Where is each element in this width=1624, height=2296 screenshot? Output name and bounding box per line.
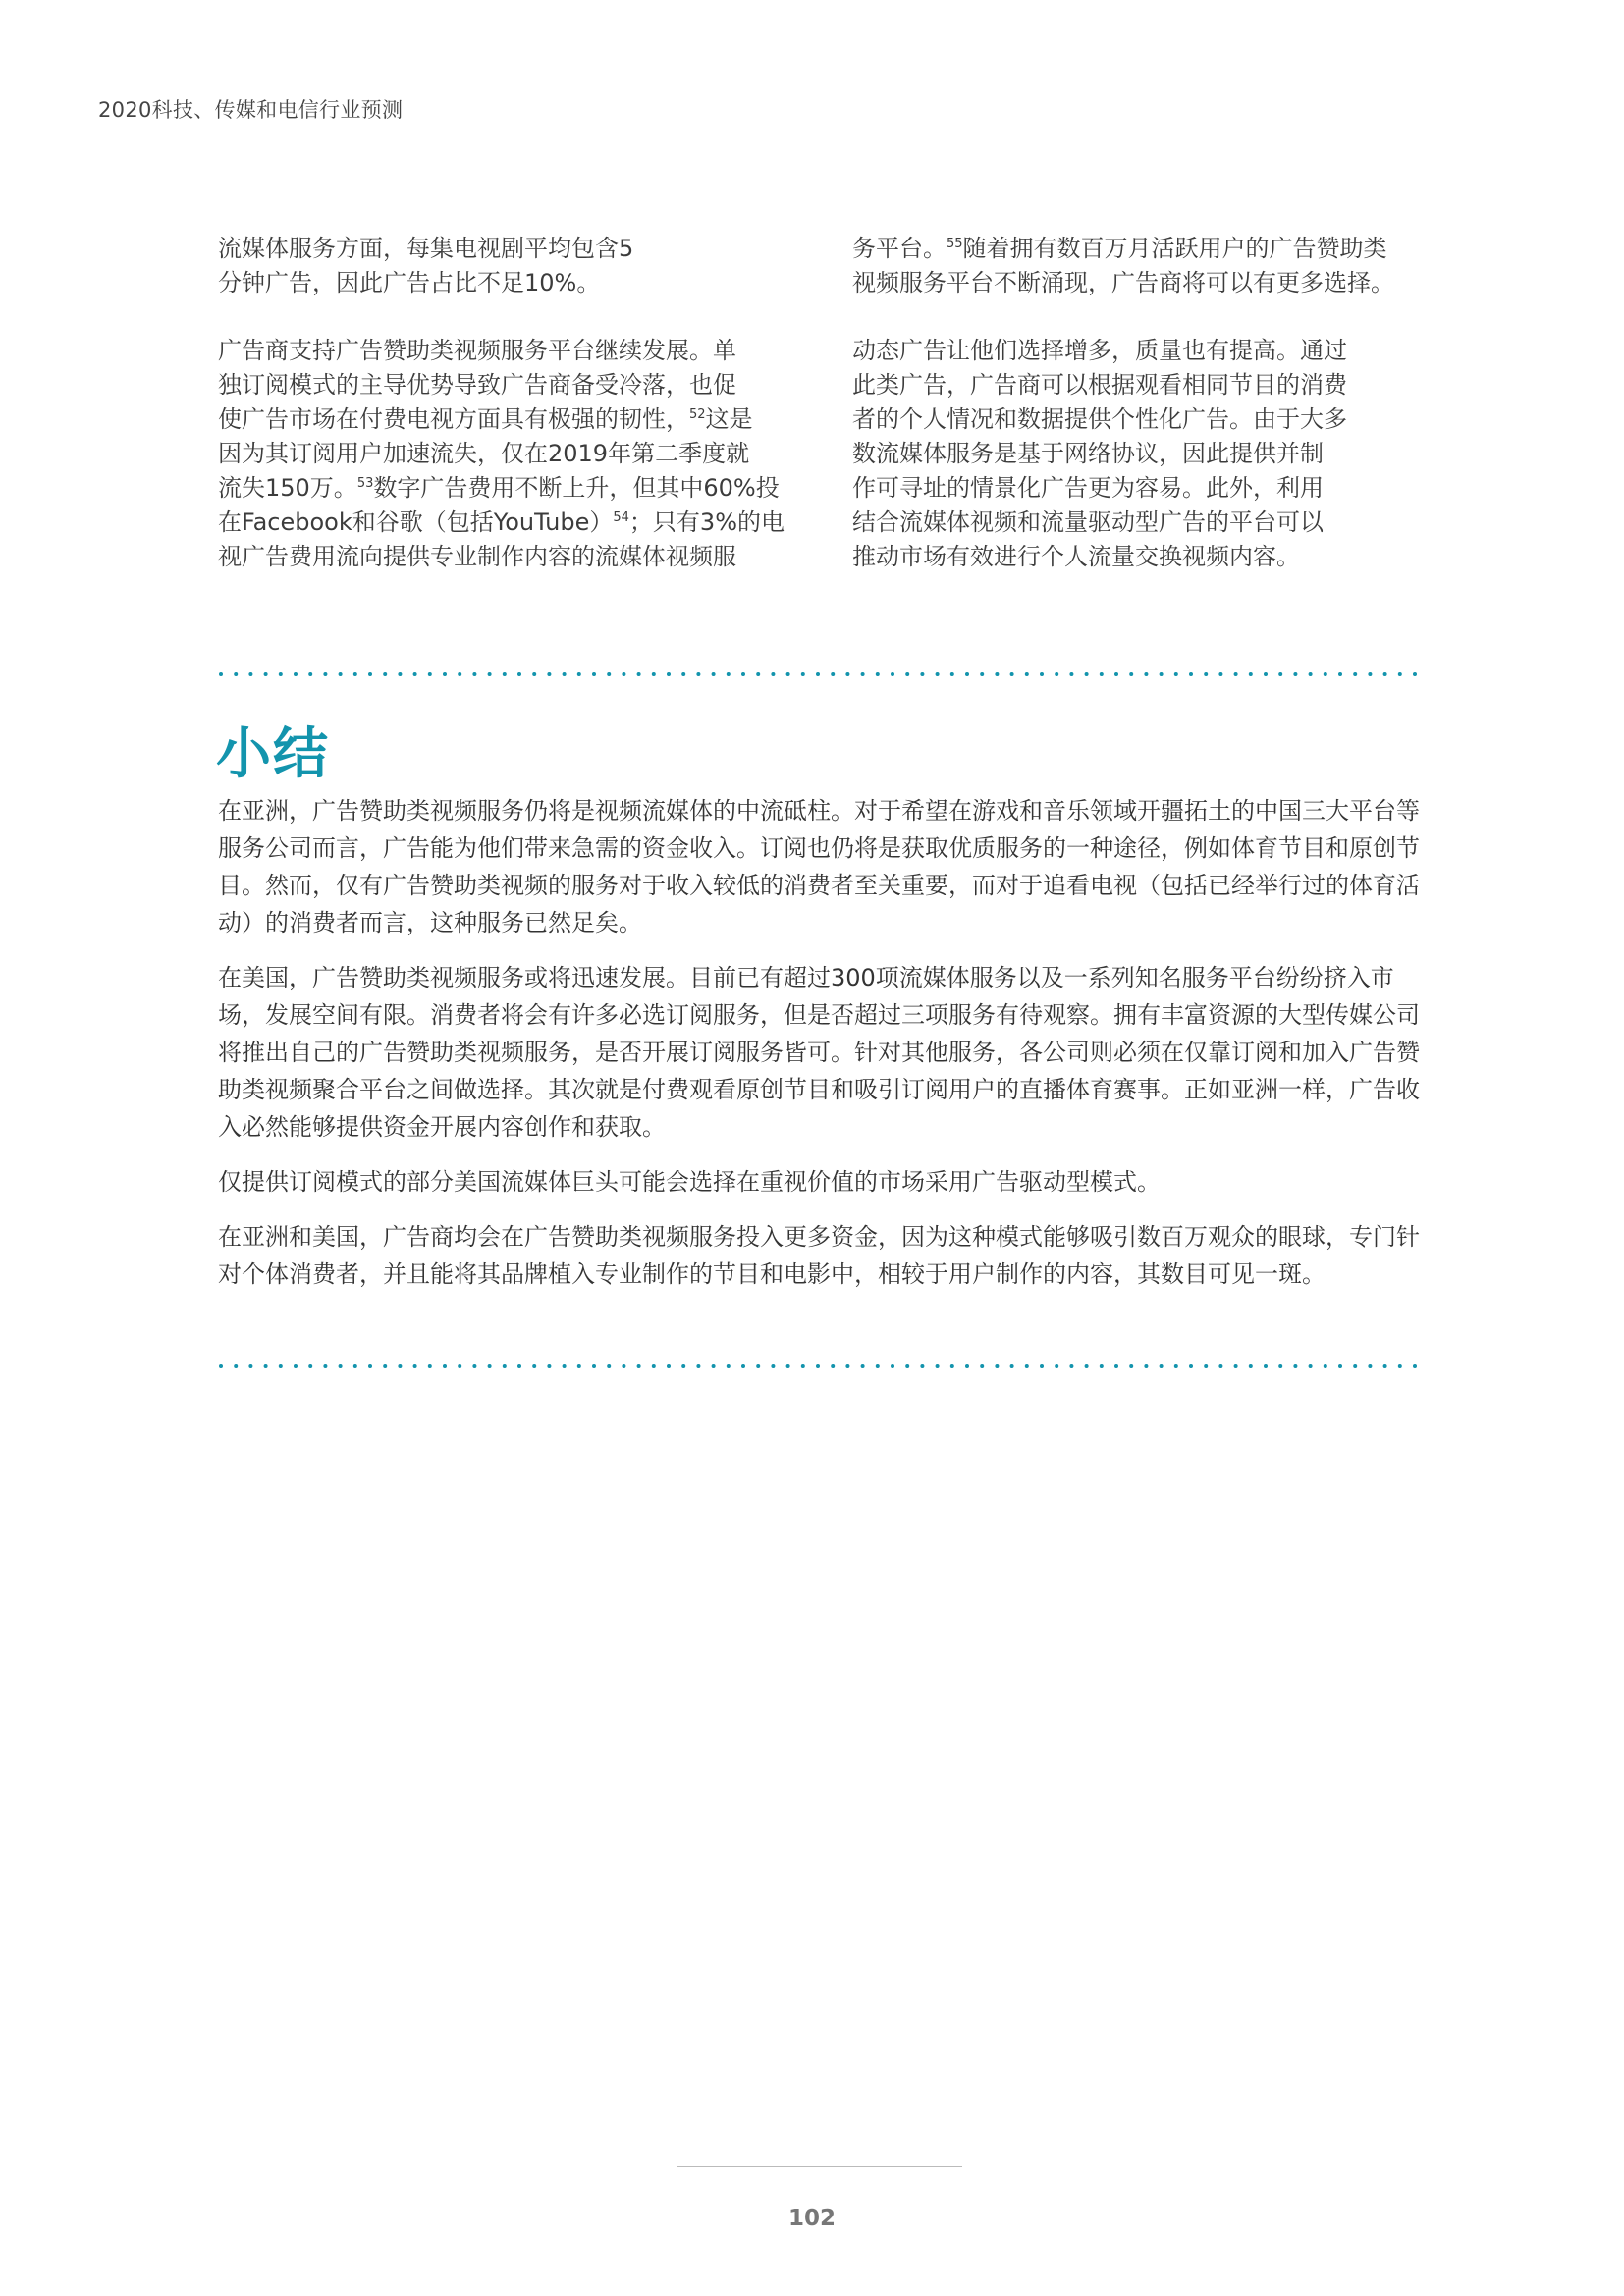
- text-line: 者的个人情况和数据提供个性化广告。由于大多: [852, 405, 1347, 433]
- left-column: [218, 232, 797, 608]
- text-line: [218, 471, 797, 506]
- document-header: 2020科技、传媒和电信行业预测: [98, 98, 404, 122]
- right-paragraph-1: [852, 232, 1432, 300]
- footnote-ref: 53: [356, 476, 374, 491]
- text-segment: 这是: [705, 405, 753, 433]
- right-paragraph-2: [852, 334, 1432, 574]
- text-line: 作可寻址的情景化广告更为容易。此外，利用: [852, 474, 1324, 502]
- text-line: 此类广告，广告商可以根据观看相同节目的消费: [852, 371, 1347, 399]
- summary-paragraph: 仅提供订阅模式的部分美国流媒体巨头可能会选择在重视价值的市场采用广告驱动型模式。: [218, 1168, 1161, 1196]
- text-line: 分钟广告，因此广告占比不足10%。: [218, 269, 601, 296]
- text-line: 因为其订阅用户加速流失，仅在2019年第二季度就: [218, 440, 750, 467]
- left-paragraph-2: [218, 334, 797, 574]
- text-line: 推动市场有效进行个人流量交换视频内容。: [852, 543, 1300, 570]
- text-line: [852, 232, 1432, 266]
- summary-body: [218, 792, 1426, 1310]
- summary-paragraph: 在亚洲和美国，广告商均会在广告赞助类视频服务投入更多资金，因为这种模式能够吸引数百万观众的眼球，专门针对个体消费者，并且能将其品牌植入专业制作的节目和电影中，相较于用户制作的内容，其数目可见一斑。: [218, 1223, 1420, 1288]
- text-line: 视频服务平台不断涌现，广告商将可以有更多选择。: [852, 269, 1394, 296]
- text-line: [218, 506, 797, 540]
- text-segment: 流失150万。: [218, 474, 357, 502]
- footnote-ref: 55: [947, 237, 963, 251]
- section-title: 小结: [216, 722, 330, 786]
- text-segment: 随着拥有数百万月活跃用户的广告赞助类: [962, 235, 1387, 262]
- summary-paragraph: 在美国，广告赞助类视频服务或将迅速发展。目前已有超过300项流媒体服务以及一系列知名服务平台纷纷挤入市场，发展空间有限。消费者将会有许多必选订阅服务，但是否超过三项服务有待观察。拥有丰富资源的大型传媒公司将推出自己的广告赞助类视频服务，是否开展订阅服务皆可。针对其他服务，各公司则必须在仅靠订阅和加入广告赞助类视频聚合平台之间做选择。其次就是付费观看原创节目和吸引订阅用户的直播体育赛事。正如亚洲一样，广告收入必然能够提供资金开展内容创作和获取。: [218, 964, 1420, 1141]
- footnote-ref: 54: [613, 510, 629, 525]
- text-segment: 在Facebook和谷歌（包括YouTube）: [218, 508, 614, 536]
- text-line: 动态广告让他们选择增多，质量也有提高。通过: [852, 337, 1347, 364]
- text-segment: 务平台。: [852, 235, 947, 262]
- text-segment: 数字广告费用不断上升，但其中60%投: [373, 474, 780, 502]
- dotted-divider-bottom: [218, 1363, 1420, 1369]
- page-number: 102: [787, 2206, 836, 2231]
- text-line: 数流媒体服务是基于网络协议，因此提供并制: [852, 440, 1324, 467]
- text-segment: ；只有3%的电: [628, 508, 785, 536]
- text-line: 广告商支持广告赞助类视频服务平台继续发展。单: [218, 337, 736, 364]
- footer-rule: [677, 2166, 962, 2167]
- text-line: 独订阅模式的主导优势导致广告商备受冷落，也促: [218, 371, 736, 399]
- summary-paragraph: 在亚洲，广告赞助类视频服务仍将是视频流媒体的中流砥柱。对于希望在游戏和音乐领域开疆拓土的中国三大平台等服务公司而言，广告能为他们带来急需的资金收入。订阅也仍将是获取优质服务的一种途径，例如体育节目和原创节目。然而，仅有广告赞助类视频的服务对于收入较低的消费者至关重要，而对于追看电视（包括已经举行过的体育活动）的消费者而言，这种服务已然足矣。: [218, 797, 1420, 936]
- left-paragraph-1: [218, 232, 797, 300]
- right-column: [852, 232, 1432, 608]
- dotted-divider-top: [218, 671, 1420, 677]
- text-line: 结合流媒体视频和流量驱动型广告的平台可以: [852, 508, 1324, 536]
- footnote-ref: 52: [689, 407, 706, 422]
- text-line: [218, 402, 797, 437]
- text-line: 视广告费用流向提供专业制作内容的流媒体视频服: [218, 543, 736, 570]
- text-line: 流媒体服务方面，每集电视剧平均包含5: [218, 235, 634, 262]
- text-segment: 使广告市场在付费电视方面具有极强的韧性，: [218, 405, 689, 433]
